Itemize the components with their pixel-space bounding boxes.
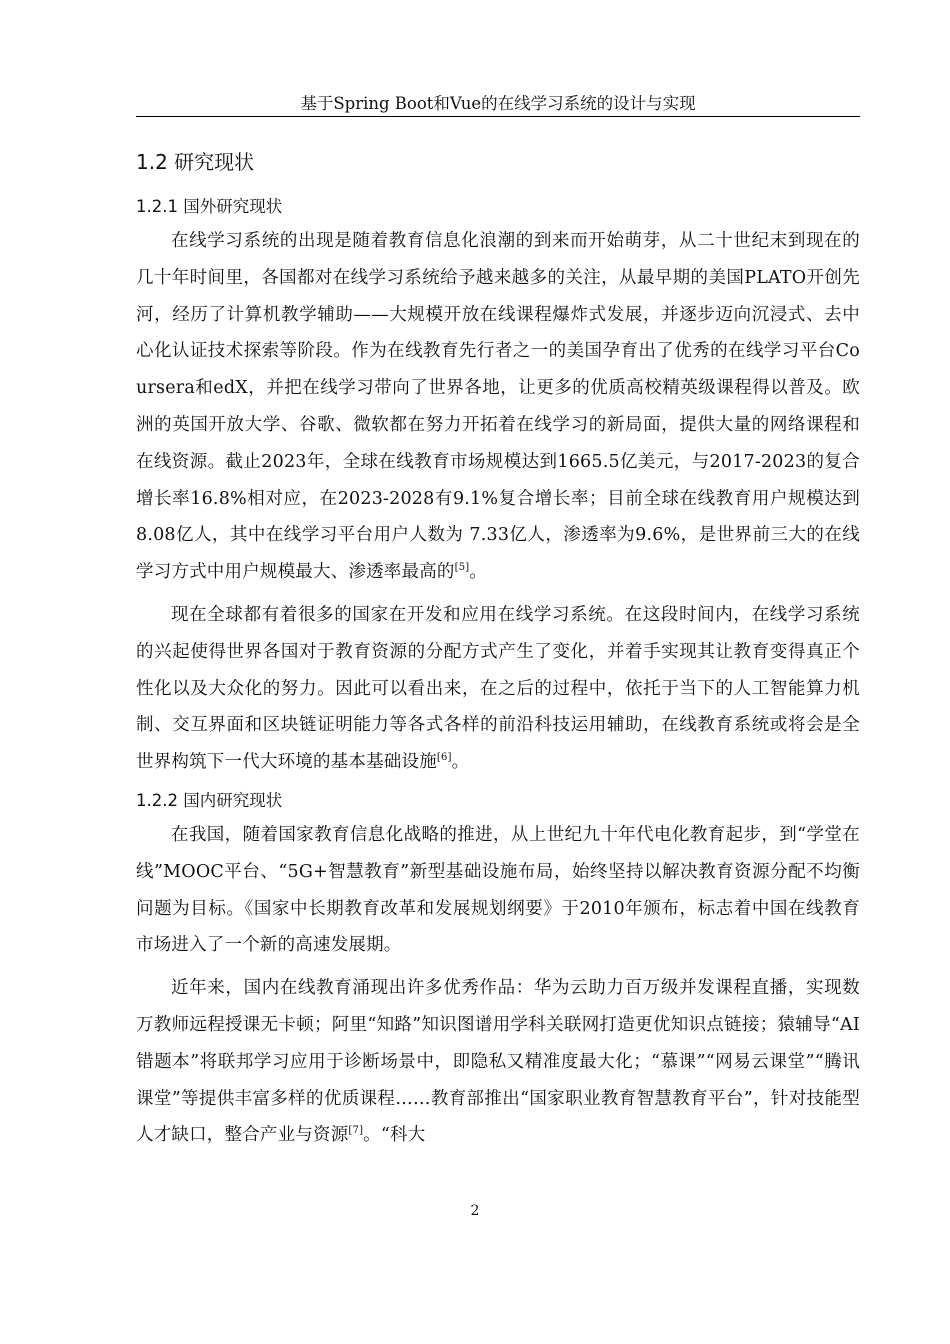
citation: [6]: [436, 752, 452, 764]
page-number: 2: [470, 1203, 480, 1219]
paragraph-foreign-2: [136, 597, 860, 781]
paragraph-end: 。“科大: [363, 1125, 426, 1146]
paragraph-domestic-1: [136, 817, 860, 964]
citation: [7]: [348, 1125, 364, 1137]
running-header: 基于Spring Boot和Vue的在线学习系统的设计与实现: [300, 94, 696, 113]
citation: [5]: [454, 562, 470, 574]
paragraph-text: 近年来，国内在线教育涌现出许多优秀作品：华为云助力百万级并发课程直播，实现数万教师远程授课无卡顿；阿里“知路”知识图谱用学科关联网打造更优知识点链接；猿辅导“AI错题本”将联邦学习应用于诊断场景中，即隐私又精准度最大化；“慕课”“网易云课堂”“腾讯课堂”等提供丰富多样的优质课程……教育部推出“国家职业教育智慧教育平台”，针对技能型人才缺口，整合产业与资源: [136, 978, 860, 1146]
paragraph-end: 。: [451, 752, 470, 773]
paragraph-foreign-1: [136, 223, 860, 591]
subsection-heading-foreign: 1.2.1 国外研究现状: [136, 197, 283, 216]
paragraph-domestic-2: [136, 970, 860, 1154]
paragraph-end: 。: [469, 562, 488, 583]
section-heading: 1.2 研究现状: [136, 150, 255, 174]
subsection-heading-domestic: 1.2.2 国内研究现状: [136, 790, 283, 810]
header-rule: [136, 116, 860, 117]
page-body: [136, 148, 860, 1160]
paragraph-text: 在我国，随着国家教育信息化战略的推进，从上世纪九十年代电化教育起步，到“学堂在线”MOOC平台、“5G+智慧教育”新型基础设施布局，始终坚持以解决教育资源分配不均衡问题为目标。《国家中长期教育改革和发展规划纲要》于2010年颁布，标志着中国在线教育市场进入了一个新的高速发展期。: [136, 824, 860, 956]
paragraph-text: 在线学习系统的出现是随着教育信息化浪潮的到来而开始萌芽，从二十世纪末到现在的几十年时间里，各国都对在线学习系统给予越来越多的关注，从最早期的美国PLATO开创先河，经历了计算机教学辅助——大规模开放在线课程爆炸式发展，并逐步迈向沉浸式、去中心化认证技术探索等阶段。作为在线教育先行者之一的美国孕育出了优秀的在线学习平台Coursera和edX，并把在线学习带向了世界各地，让更多的优质高校精英级课程得以普及。欧洲的英国开放大学、谷歌、微软都在努力开拓着在线学习的新局面，提供大量的网络课程和在线资源。截止2023年，全球在线教育市场规模达到1665.5亿美元，与2017-2023的复合增长率16.8%相对应，在2023-2028有9.1%复合增长率；目前全球在线教育用户规模达到8.08亿人，其中在线学习平台用户人数为 7.33亿人，渗透率为9.6%，是世界前三大的在线学习方式中用户规模最大、渗透率最高的: [136, 231, 860, 583]
paragraph-text: 现在全球都有着很多的国家在开发和应用在线学习系统。在这段时间内，在线学习系统的兴起使得世界各国对于教育资源的分配方式产生了变化，并着手实现其让教育变得真正个性化以及大众化的努力。因此可以看出来，在之后的过程中，依托于当下的人工智能算力机制、交互界面和区块链证明能力等各式各样的前沿科技运用辅助，在线教育系统或将会是全世界构筑下一代大环境的基本基础设施: [136, 604, 860, 773]
